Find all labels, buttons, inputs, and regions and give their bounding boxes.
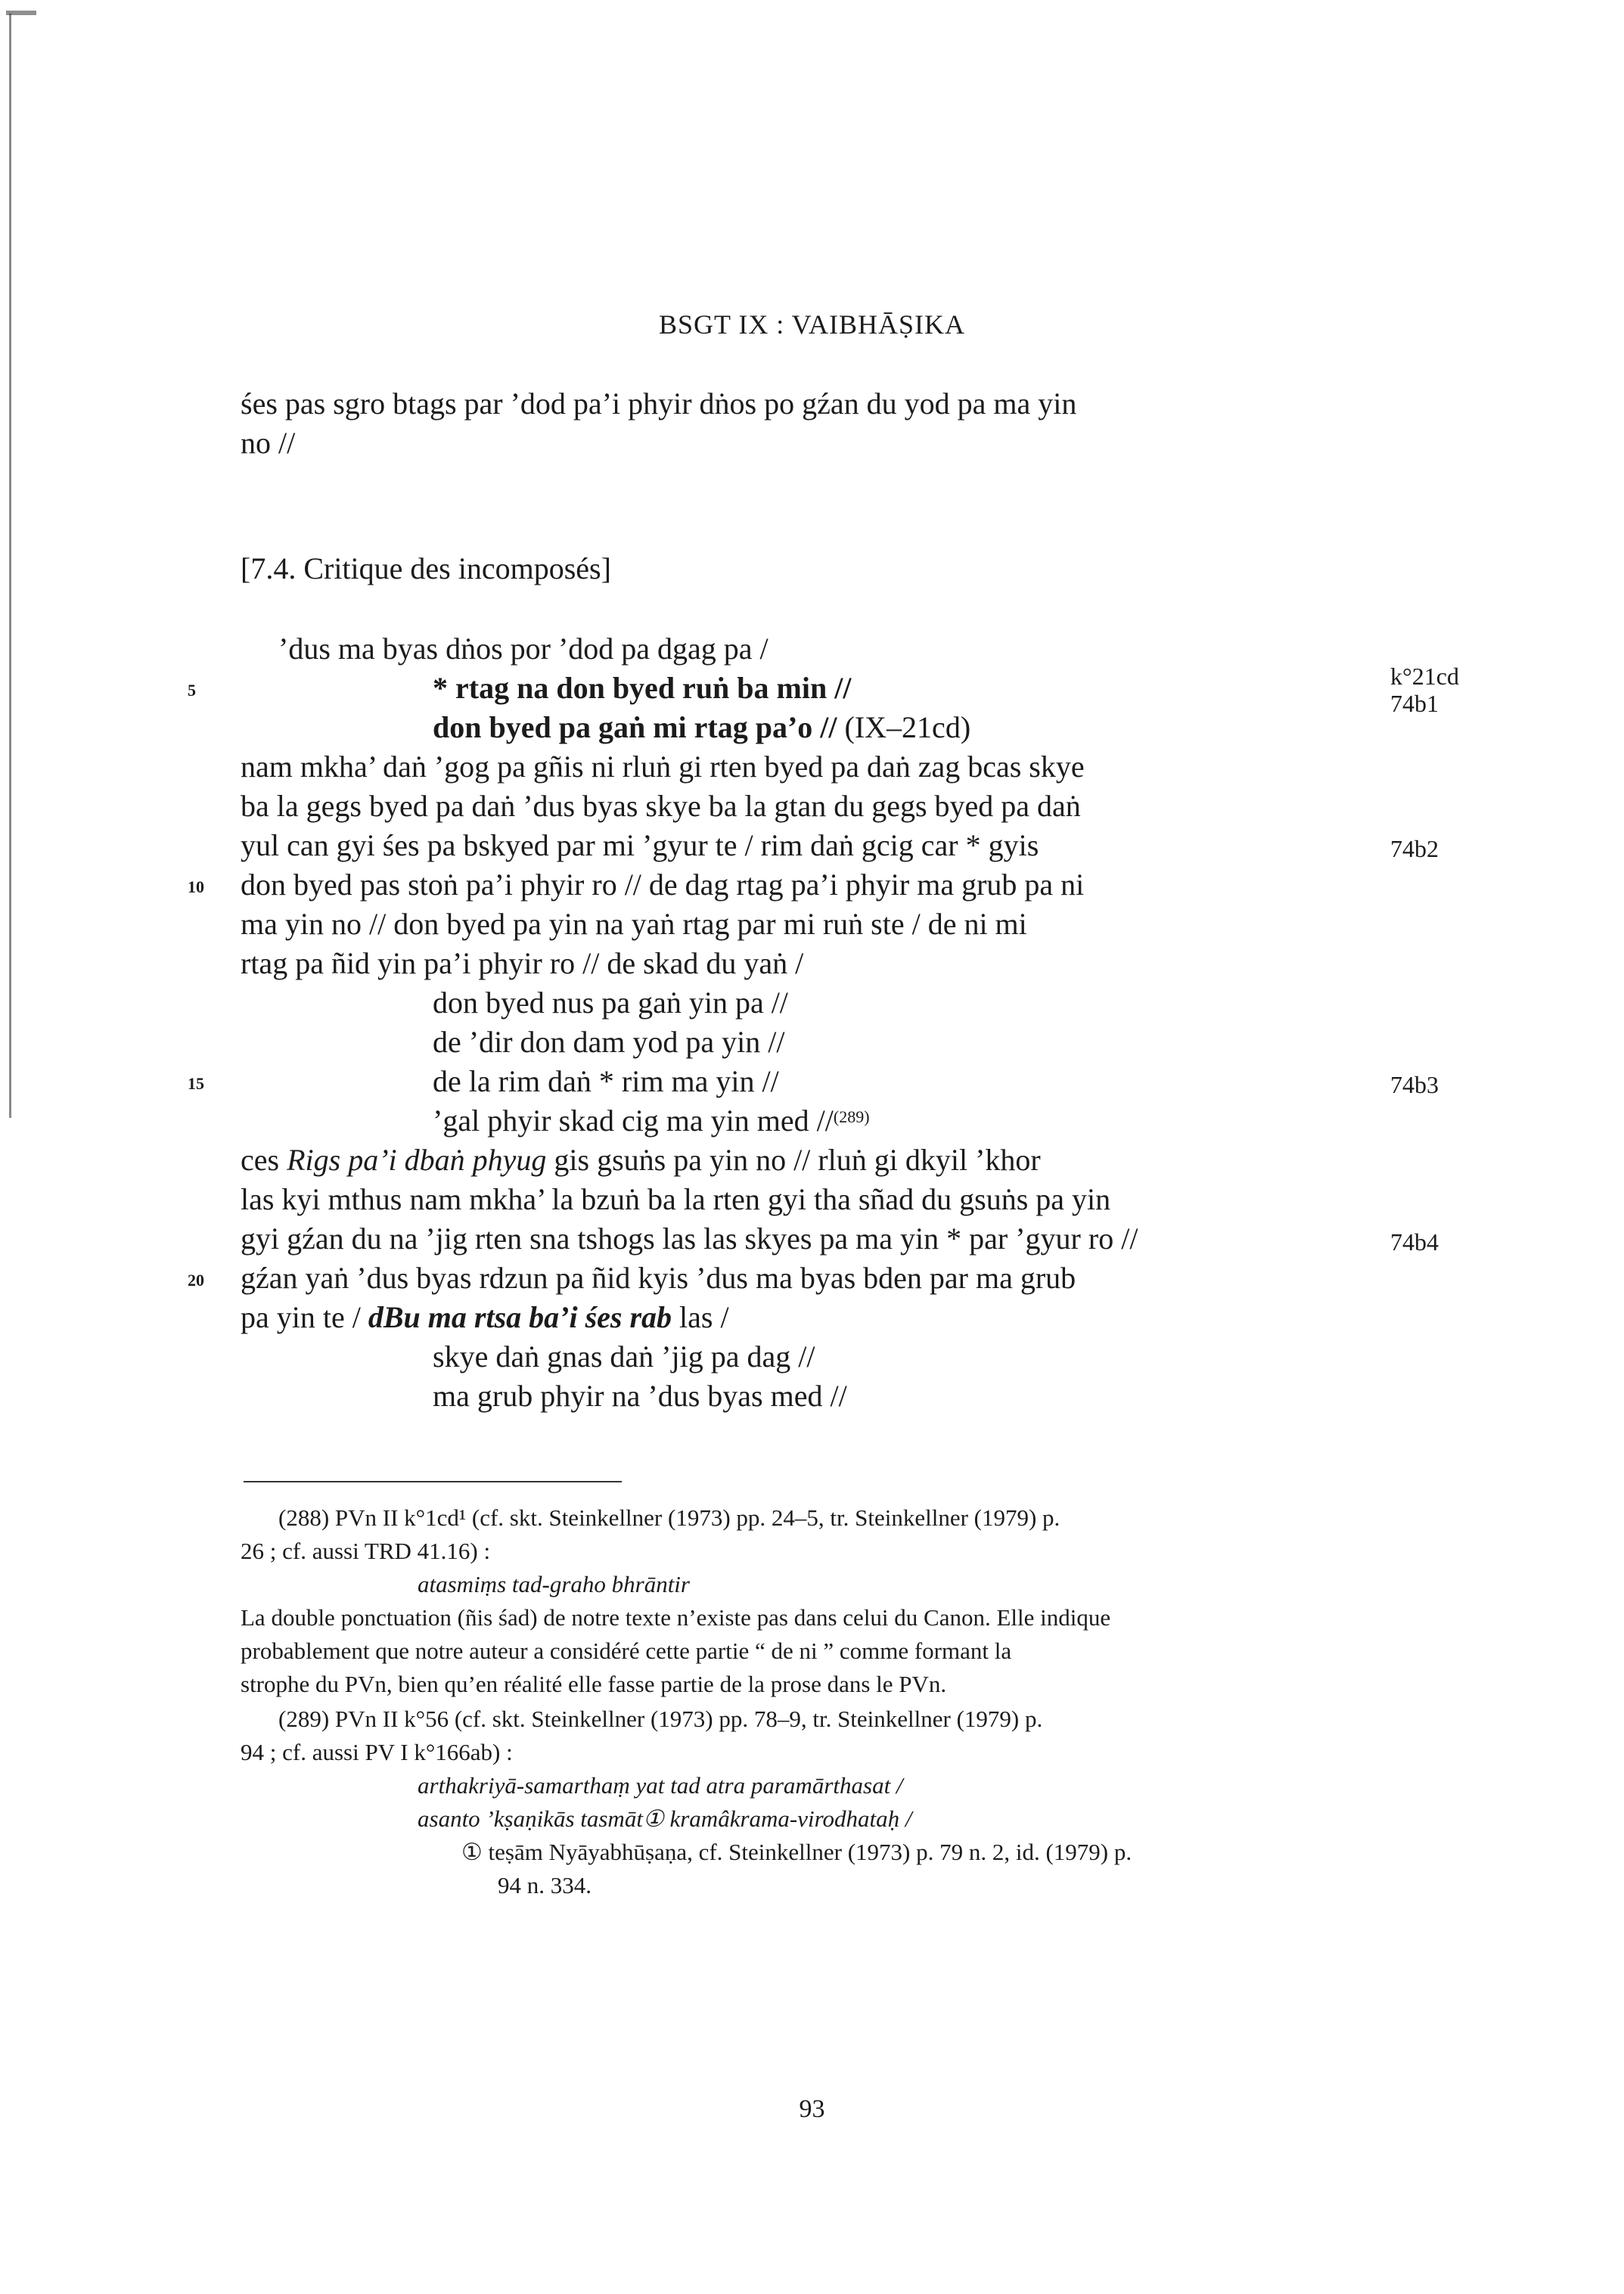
- footnote-288-line: (288) PVn II k°1cd¹ (cf. skt. Steinkellner (1973) pp. 24–5, tr. Steinkellner (1979) p.: [278, 1504, 1060, 1531]
- quote2-line: ma grub phyir na ’dus byas med //: [433, 1379, 847, 1413]
- line-number: 20: [188, 1271, 204, 1290]
- prose-line: ma yin no // don byed pa yin na yaṅ rtag par mi ruṅ ste / de ni mi: [241, 907, 1027, 941]
- marginal-ref: 74b3: [1390, 1071, 1439, 1098]
- prose2-line-2: las kyi mthus nam mkha’ la bzuṅ ba la rten gyi tha sñad du gsuṅs pa yin: [241, 1182, 1111, 1216]
- footnote-289-line: asanto ’kṣaṇikās tasmāt① kramâkrama-virodhataḥ /: [418, 1805, 912, 1832]
- footnote-marker: (289): [833, 1107, 870, 1126]
- marginal-ref: 74b2: [1390, 835, 1439, 862]
- footnote-289-line: (289) PVn II k°56 (cf. skt. Steinkellner (1973) pp. 78–9, tr. Steinkellner (1979) p.: [278, 1706, 1043, 1732]
- verse-line-2: * rtag na don byed ruṅ ba min //: [433, 671, 852, 705]
- work-title: Rigs pa’i dbaṅ phyug: [287, 1143, 547, 1177]
- footnote-288-line: atasmiṃs tad-graho bhrāntir: [418, 1571, 690, 1597]
- prose-line: nam mkha’ daṅ ’gog pa gñis ni rluṅ gi rten byed pa daṅ zag bcas skye: [241, 750, 1085, 784]
- line-number: 15: [188, 1074, 204, 1093]
- footnote-289-line: ① teṣām Nyāyabhūṣaṇa, cf. Steinkellner (1973) p. 79 n. 2, id. (1979) p.: [461, 1839, 1132, 1865]
- prose-line: don byed pas stoṅ pa’i phyir ro // de dag rtag pa’i phyir ma grub pa ni: [241, 868, 1085, 902]
- page-number: 93: [799, 2095, 825, 2123]
- quote-line: de ’dir don dam yod pa yin //: [433, 1025, 785, 1059]
- footnote-289-line: arthakriyā-samarthaṃ yat tad atra paramārthasat /: [418, 1772, 903, 1799]
- quote-line: de la rim daṅ * rim ma yin //: [433, 1064, 779, 1098]
- work-title: dBu ma rtsa ba’i śes rab: [368, 1300, 672, 1334]
- prose2-line-1: [241, 1141, 1041, 1180]
- text: gis gsuṅs pa yin no // rluṅ gi dkyil ’khor: [546, 1143, 1041, 1177]
- running-header: BSGT IX : VAIBHĀṢIKA: [658, 309, 966, 340]
- section-title: [7.4. Critique des incomposés]: [241, 551, 611, 585]
- marginal-ref: k°21cd: [1390, 663, 1459, 690]
- footnote-288-line: strophe du PVn, bien qu’en réalité elle fasse partie de la prose dans le PVn.: [241, 1671, 947, 1697]
- text: ces: [241, 1143, 287, 1177]
- footnote-289-line: 94 n. 334.: [498, 1872, 592, 1898]
- prose-line: yul can gyi śes pa bskyed par mi ’gyur te / rim daṅ gcig car * gyis: [241, 828, 1039, 862]
- intro-line-1: śes pas sgro btags par ’dod pa’i phyir dṅos po gźan du yod pa ma yin: [241, 386, 1077, 421]
- footnote-288-line: probablement que notre auteur a considéré cette partie “ de ni ” comme formant la: [241, 1637, 1012, 1664]
- scan-margin-rule: [9, 14, 11, 1118]
- text: pa yin te /: [241, 1300, 368, 1334]
- prose2-line-5: [241, 1298, 729, 1337]
- marginal-ref: 74b1: [1390, 690, 1439, 717]
- prose2-line-3: gyi gźan du na ’jig rten sna tshogs las las skyes pa ma yin * par ’gyur ro //: [241, 1222, 1138, 1256]
- verse-line-3-text: don byed pa gaṅ mi rtag pa’o //: [433, 710, 837, 744]
- prose-line: rtag pa ñid yin pa’i phyir ro // de skad du yaṅ /: [241, 946, 804, 980]
- text: las /: [672, 1300, 729, 1334]
- quote-line: don byed nus pa gaṅ yin pa //: [433, 986, 788, 1020]
- line-number: 10: [188, 877, 204, 896]
- verse-line-1: ’dus ma byas dṅos por ’dod pa dgag pa /: [278, 632, 769, 666]
- quote-line: [433, 1101, 870, 1141]
- line-number: 5: [188, 681, 196, 700]
- verse-line-3: [433, 708, 970, 747]
- prose-line: ba la gegs byed pa daṅ ’dus byas skye ba la gtan du gegs byed pa daṅ: [241, 789, 1081, 823]
- footnote-288-line: 26 ; cf. aussi TRD 41.16) :: [241, 1538, 491, 1564]
- marginal-ref: 74b4: [1390, 1228, 1439, 1256]
- quote2-line: skye daṅ gnas daṅ ’jig pa dag //: [433, 1339, 815, 1374]
- intro-line-2: no //: [241, 426, 296, 460]
- footnote-rule: [244, 1481, 622, 1482]
- footnote-288-line: La double ponctuation (ñis śad) de notre texte n’existe pas dans celui du Canon. Elle indique: [241, 1604, 1111, 1631]
- prose2-line-4: gźan yaṅ ’dus byas rdzun pa ñid kyis ’dus ma byas bden par ma grub: [241, 1261, 1076, 1295]
- verse-ref: (IX–21cd): [844, 710, 971, 744]
- quote-line-text: ’gal phyir skad cig ma yin med //: [433, 1104, 834, 1138]
- footnote-289-line: 94 ; cf. aussi PV I k°166ab) :: [241, 1739, 513, 1765]
